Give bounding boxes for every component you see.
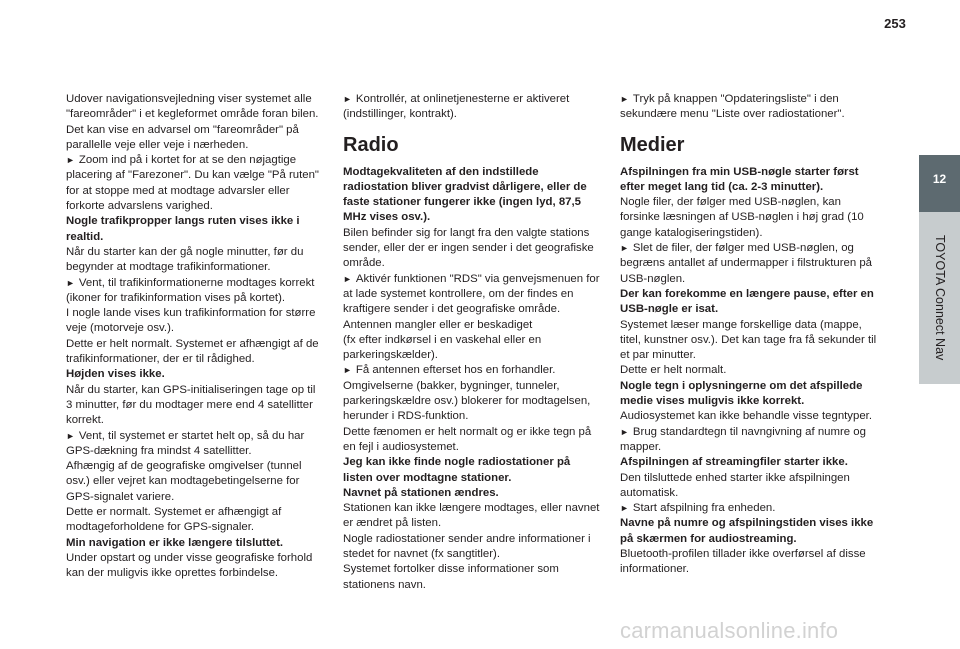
- bold-question: Højden vises ikke.: [66, 368, 165, 381]
- bullet-arrow-icon: ►: [66, 277, 75, 288]
- bullet-paragraph: [620, 501, 878, 516]
- chapter-title: TOYOTA Connect Nav: [933, 235, 947, 361]
- bullet-arrow-icon: ►: [620, 503, 629, 514]
- body-paragraph: Når du starter kan der gå nogle minutter, før du begynder at modtage trafikinformationer.: [66, 245, 304, 274]
- bold-question: Nogle trafikpropper langs ruten vises ikke i realtid.: [66, 215, 300, 243]
- body-paragraph: Antennen mangler eller er beskadiget: [343, 318, 533, 331]
- body-paragraph: Under opstart og under visse geografiske forhold kan der muligvis ikke oprettes forbindelse.: [66, 551, 313, 580]
- column-3: [620, 92, 878, 578]
- bullet-text: Vent, til systemet er startet helt op, så du har GPS-dækning fra mindst 4 satellitter.: [66, 429, 305, 457]
- body-paragraph: Systemet læser mange forskellige data (mappe, titel, kunstner osv.). Det kan tage fra få sekunder til et par minutter.: [620, 318, 877, 362]
- body-paragraph: (fx efter indkørsel i en vaskehal eller en parkeringskælder).: [343, 333, 542, 362]
- watermark: carmanualsonline.info: [620, 618, 839, 643]
- body-paragraph: Dette er normalt. Systemet er afhængigt af modtageforholdene for GPS-signaler.: [66, 506, 282, 534]
- bold-question: Navnet på stationen ændres.: [343, 486, 499, 499]
- body-paragraph: Udover navigationsvejledning viser systemet alle "fareområder" i et kegleformet område foran bilen. Det kan vise en advarsel om "fareområder" på parallelle veje eller veje i nærheden.: [66, 93, 319, 151]
- bold-question: Min navigation er ikke længere tilsluttet.: [66, 536, 284, 549]
- bullet-text: Tryk på knappen "Opdateringsliste" i den sekundære menu "Liste over radiostationer".: [620, 93, 845, 121]
- bullet-paragraph: [620, 92, 878, 123]
- bullet-arrow-icon: ►: [620, 94, 629, 104]
- chapter-number: 12: [932, 172, 947, 186]
- body-paragraph: Stationen kan ikke længere modtages, eller navnet er ændret på listen.: [343, 502, 600, 530]
- body-paragraph: Bluetooth-profilen tillader ikke overførsel af disse informationer.: [620, 548, 866, 576]
- bold-question: Jeg kan ikke finde nogle radiostationer på listen over modtagne stationer.: [343, 456, 571, 484]
- body-paragraph: Når du starter, kan GPS-initialiseringen tage op til 3 minutter, før du modtager mere end 4 satellitter korrekt.: [66, 383, 316, 427]
- body-paragraph: Systemet fortolker disse informationer som stationens navn.: [343, 563, 559, 591]
- bullet-text: Aktivér funktionen "RDS" via genvejsmenuen for at lade systemet kontrollere, om der findes en kraftigere sender i det geografiske område.: [343, 272, 600, 316]
- body-paragraph: Afhængig af de geografiske omgivelser (tunnel osv.) eller vejret kan modtagebetingelserne for GPS-signalet variere.: [66, 460, 302, 503]
- column-2: [343, 92, 601, 593]
- body-paragraph: Omgivelserne (bakker, bygninger, tunneler, parkeringskældre osv.) blokerer for modtagelsen, herunder i RDS-funktion.: [343, 379, 591, 423]
- body-paragraph: Nogle radiostationer sender andre informationer i stedet for navnet (fx sangtitler).: [343, 532, 591, 561]
- bullet-paragraph: [66, 153, 324, 214]
- bold-question: Afspilningen fra min USB-nøgle starter først efter meget lang tid (ca. 2-3 minutter).: [620, 165, 859, 193]
- bullet-paragraph: [343, 363, 601, 378]
- body-paragraph: Audiosystemet kan ikke behandle visse tegntyper.: [620, 410, 873, 423]
- bullet-paragraph: [620, 425, 878, 456]
- bullet-arrow-icon: ►: [343, 94, 352, 104]
- bullet-paragraph: [66, 276, 324, 307]
- bullet-arrow-icon: ►: [343, 273, 352, 284]
- bullet-text: Start afspilning fra enheden.: [632, 502, 776, 515]
- bullet-text: Zoom ind på i kortet for at se den nøjagtige placering af "Farezoner". Du kan vælge "På ruten" for at stoppe med at modtage advarsler eller forkorte advarslens varighed.: [66, 154, 319, 213]
- bold-question: Navne på numre og afspilningstiden vises ikke på skærmen for audiostreaming.: [620, 517, 874, 545]
- section-heading: Medier: [620, 133, 685, 156]
- section-heading: Radio: [343, 133, 399, 156]
- bullet-text: Vent, til trafikinformationerne modtages korrekt (ikoner for trafikinformation vises på kortet).: [66, 276, 315, 304]
- body-paragraph: Nogle filer, der følger med USB-nøglen, kan forsinke læsningen af USB-nøglen i høj grad (10 gange katalogiseringstiden).: [620, 196, 864, 239]
- bullet-arrow-icon: ►: [620, 243, 629, 254]
- body-paragraph: Dette er helt normalt.: [620, 364, 727, 377]
- bold-question: Afspilningen af streamingfiler starter ikke.: [620, 456, 848, 469]
- bullet-text: Brug standardtegn til navngivning af numre og mapper.: [620, 425, 866, 453]
- bullet-text: Slet de filer, der følger med USB-nøglen, og begræns antallet af undermapper i filstrukturen på USB-nøglen.: [620, 242, 873, 285]
- bullet-paragraph: [343, 272, 601, 318]
- bullet-arrow-icon: ►: [343, 365, 352, 376]
- bullet-arrow-icon: ►: [620, 426, 629, 437]
- column-1: [66, 92, 324, 582]
- body-paragraph: Dette er helt normalt. Systemet er afhængigt af de trafikinformationer, der er til rådighed.: [66, 337, 319, 366]
- bullet-arrow-icon: ►: [66, 430, 75, 441]
- body-paragraph: Den tilsluttede enhed starter ikke afspilningen automatisk.: [620, 471, 850, 499]
- bullet-text: Kontrollér, at onlinetjenesterne er aktiveret (indstillinger, kontrakt).: [343, 93, 570, 121]
- bullet-text: Få antennen efterset hos en forhandler.: [355, 364, 556, 377]
- bold-question: Modtagekvaliteten af den indstillede radiostation bliver gradvist dårligere, eller de faste stationer fungerer ikke (ingen lyd, 87,5 MHz vises osv.).: [343, 165, 587, 224]
- body-paragraph: I nogle lande vises kun trafikinformation for større veje (motorveje osv.).: [66, 307, 316, 335]
- bold-question: Der kan forekomme en længere pause, efter en USB-nøgle er isat.: [620, 287, 874, 316]
- bullet-paragraph: [343, 92, 601, 123]
- body-paragraph: Dette fænomen er helt normalt og er ikke tegn på en fejl i audiosystemet.: [343, 425, 592, 453]
- body-paragraph: Bilen befinder sig for langt fra den valgte stations sender, eller der er ingen sender i det geografiske område.: [343, 226, 594, 270]
- bullet-paragraph: [66, 429, 324, 460]
- bullet-paragraph: [620, 241, 878, 287]
- bold-question: Nogle tegn i oplysningerne om det afspillede medie vises muligvis ikke korrekt.: [620, 379, 863, 408]
- bullet-arrow-icon: ►: [66, 155, 75, 166]
- page-number: 253: [884, 16, 906, 31]
